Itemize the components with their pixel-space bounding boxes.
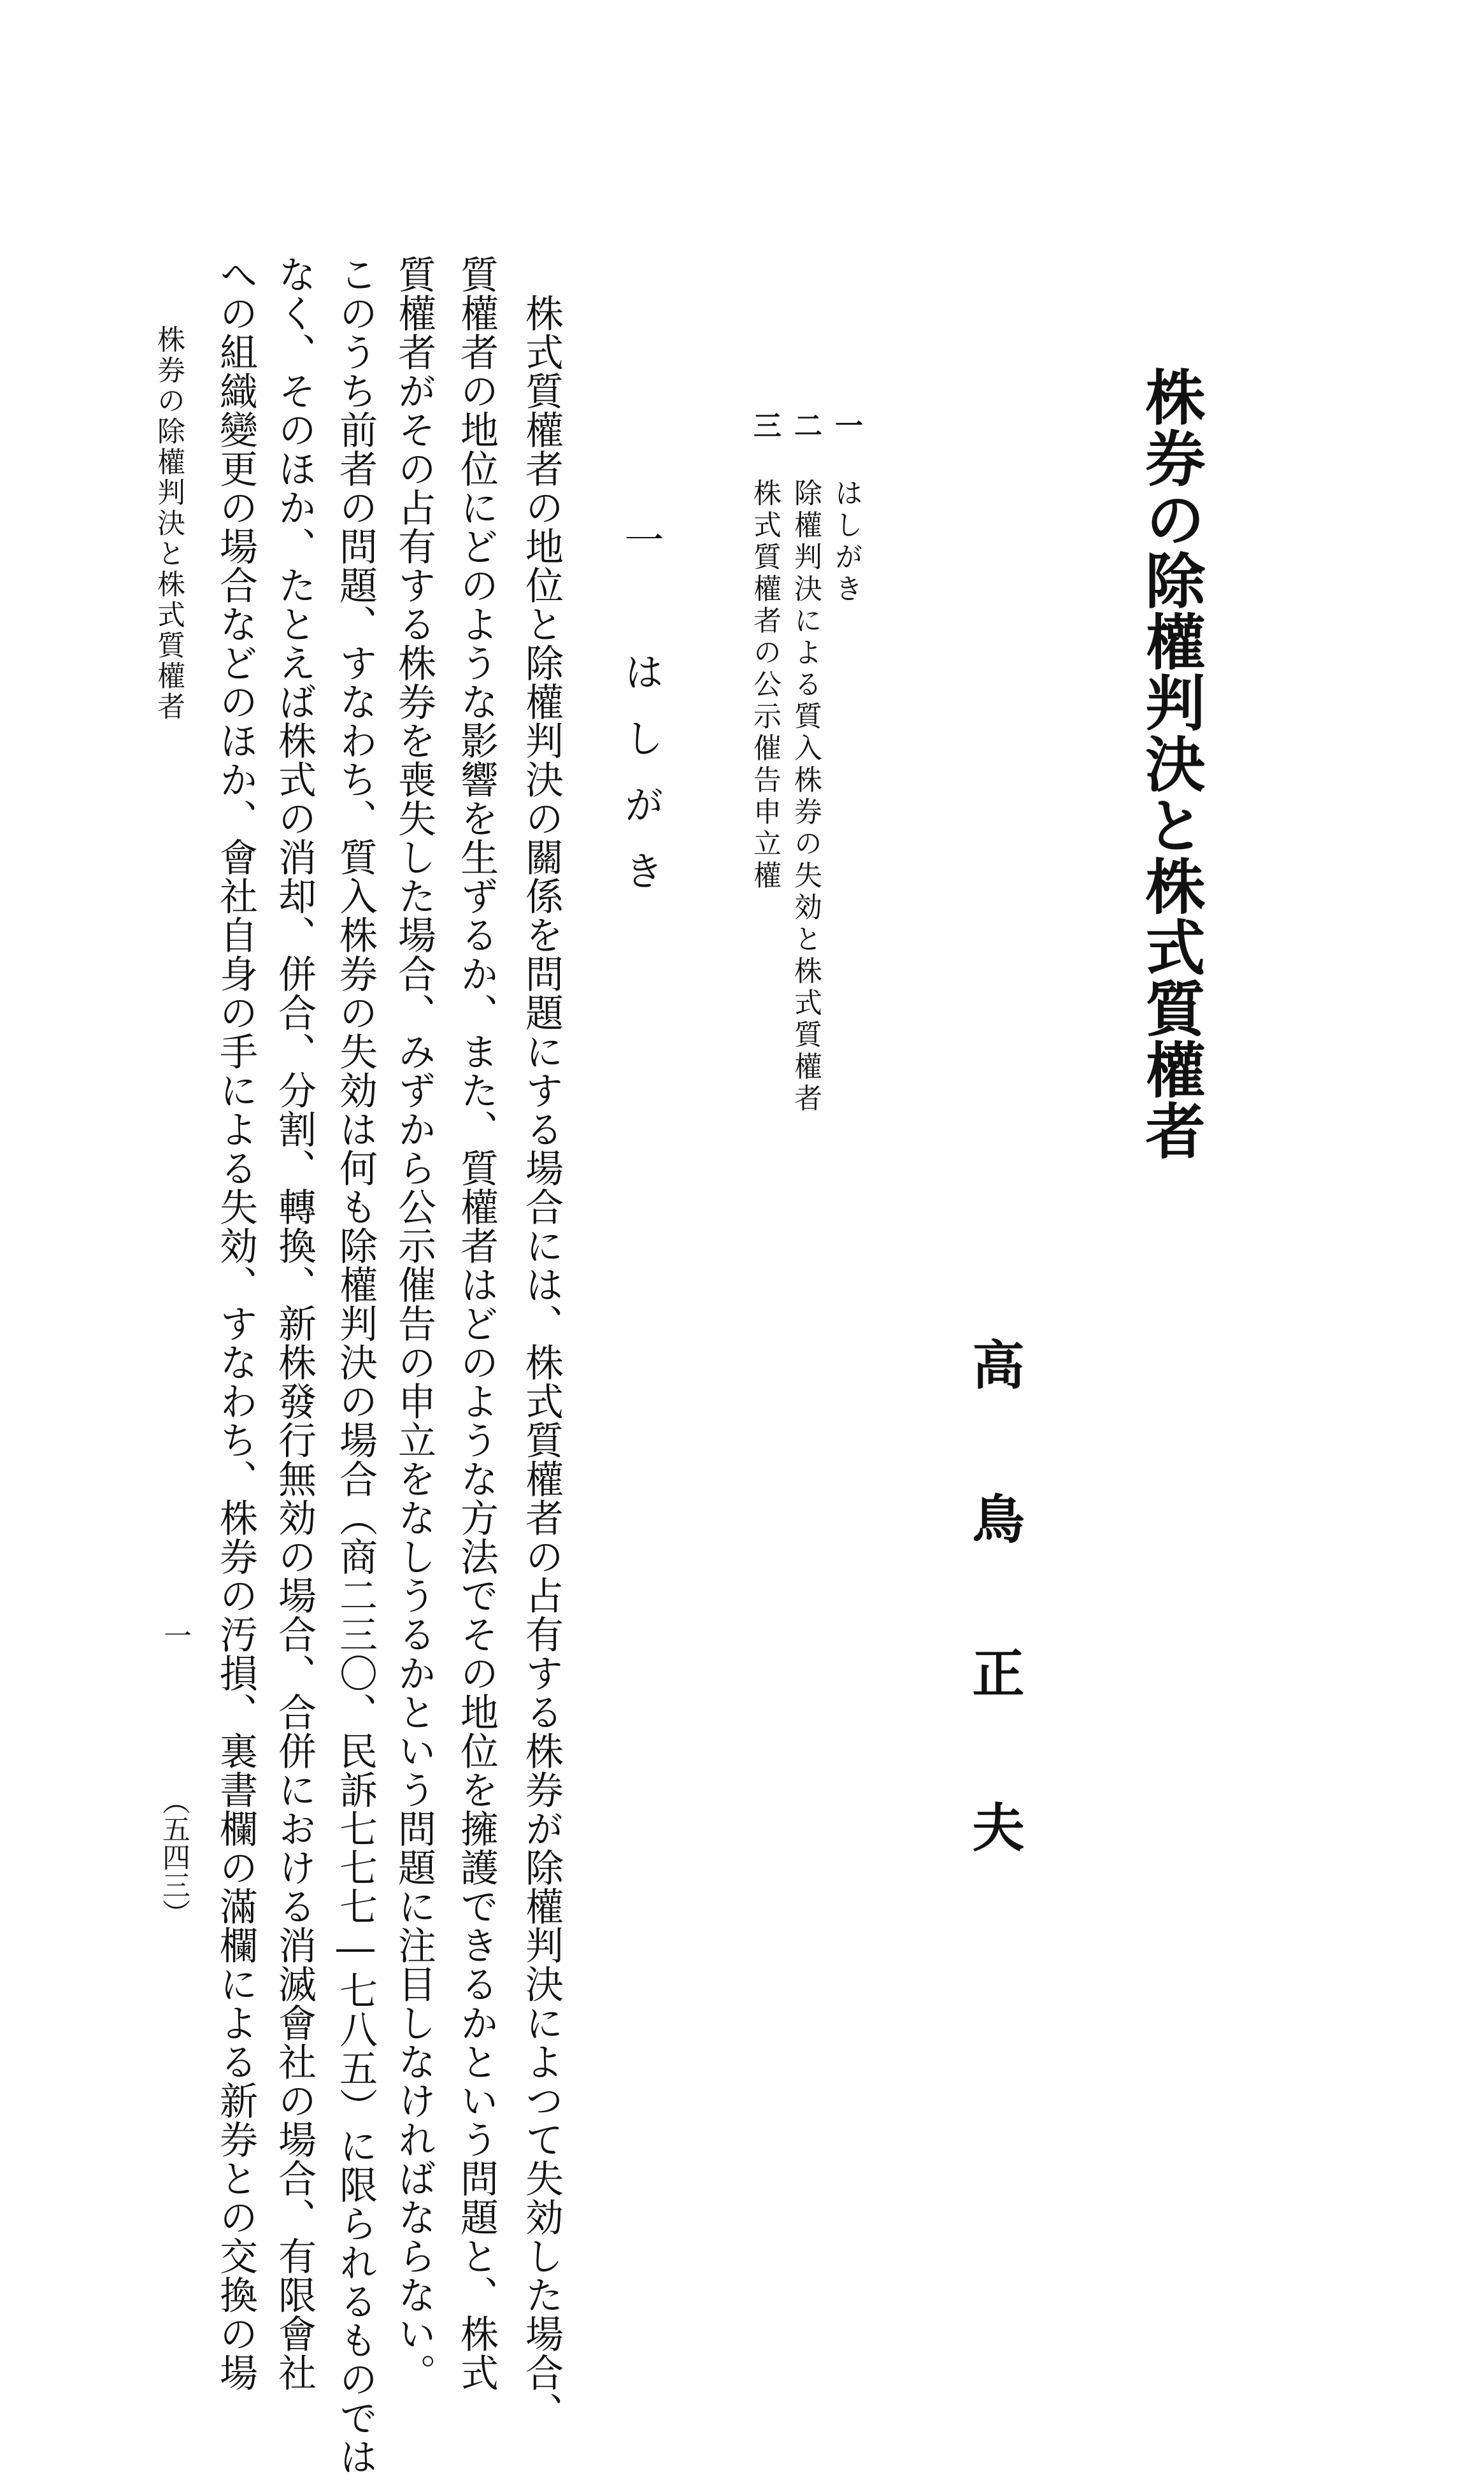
body-line: 質權者の地位にどのような影響を生ずるか、また、質權者はどのような方法でその地位を擁護できるかという問題と、株式: [454, 255, 499, 2392]
body-line: 株式質權者の地位と除權判決の關係を問題にする場合には、株式質權者の占有する株券が除權判決によつて失効した場合、: [519, 255, 564, 2431]
toc-item-text: 除權判決による質入株券の失効と株式質權者: [789, 478, 822, 1115]
body-line: このうち前者の問題、すなわち、質入株券の失効は何も除權判決の場合（商二三〇、民訴七七七―七八五）に限られるものでは: [333, 255, 378, 2476]
section-heading: 一 はしがき: [618, 519, 664, 917]
toc-item-text: 株式質權者の公示催告申立權: [748, 478, 781, 892]
body-line: 質權者がその占有する株券を喪失した場合、みずから公示催告の申立をなしうるかという問題に注目しなければならない。: [392, 255, 436, 2392]
toc-item-number: 三: [748, 411, 781, 439]
toc-item: [789, 411, 822, 1115]
toc-item-text: はしがき: [830, 478, 862, 606]
article-title: 株券の除權判決と株式質權者: [1135, 366, 1205, 1161]
author-name: 高鳥正夫: [964, 1338, 1025, 1954]
table-of-contents: [732, 411, 862, 1115]
body-line: への組織變更の場合などのほか、會社自身の手による失効、すなわち、株券の汚損、裏書欄の滿欄による新券との交換の場: [213, 255, 258, 2392]
toc-item-number: 二: [789, 411, 822, 439]
body-line: なく、そのほか、たとえば株式の消却、併合、分割、轉換、新株發行無効の場合、合併における消滅會社の場合、有限會社: [272, 255, 317, 2392]
toc-item-number: 一: [830, 411, 862, 439]
original-page-number: （五四三）: [157, 1787, 190, 1927]
page-number: 一: [159, 1621, 191, 1649]
toc-item: [748, 411, 781, 920]
toc-item: [832, 411, 860, 920]
running-header: 株券の除權判決と株式質權者: [152, 325, 185, 722]
